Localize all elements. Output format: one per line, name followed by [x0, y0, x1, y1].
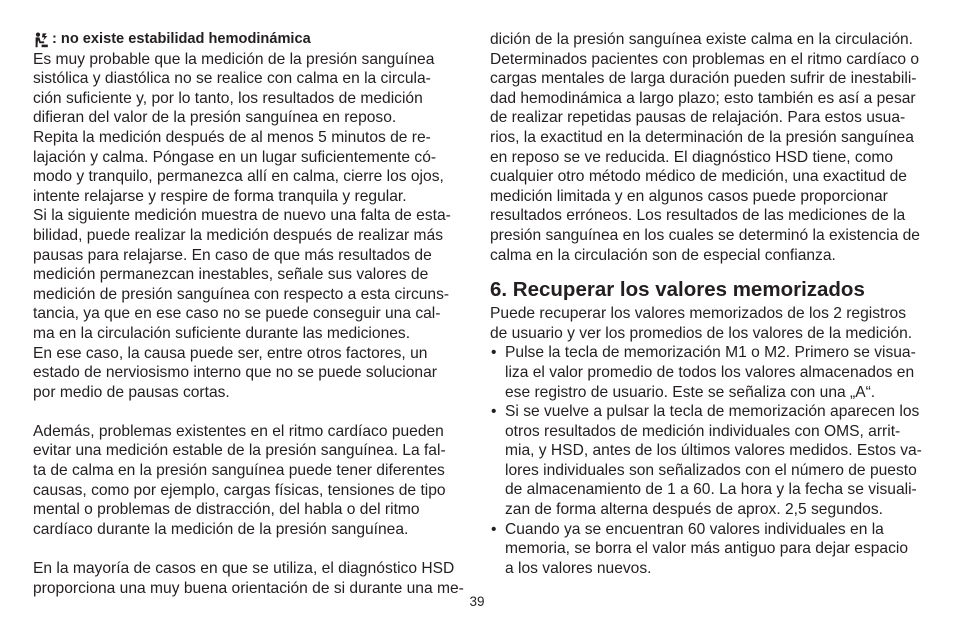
text-line: tancia, ya que en ese caso no se puede conseguir una cal-: [33, 305, 441, 323]
bullet-text-line: Si se vuelve a pulsar la tecla de memorización aparecen los: [505, 403, 920, 421]
bullet-text-line: de almacenamiento de 1 a 60. La hora y la fecha se visuali-: [505, 481, 917, 499]
bullet-mark: •: [491, 520, 497, 538]
bullet-text-line: otros resultados de medición individuales con OMS, arrit-: [505, 422, 901, 440]
bullet-text-line: zan de forma alterna después de aprox. 2,5 segundos.: [505, 501, 883, 519]
text-line: En la mayoría de casos en que se utiliza, el diagnóstico HSD: [33, 560, 455, 578]
text-line: modo y tranquilo, permanezca allí en calma, cierre los ojos,: [33, 168, 444, 186]
page-number: 39: [469, 594, 485, 609]
text-line: de usuario y ver los promedios de los valores de la medición.: [490, 324, 913, 342]
text-line: Además, problemas existentes en el ritmo cardíaco pueden: [33, 422, 444, 440]
hemodynamic-note-title: [33, 30, 469, 50]
text-line: estado de nerviosismo interno que no se puede solucionar: [33, 364, 437, 382]
bullet-text-line: a los valores nuevos.: [505, 559, 652, 577]
text-line: Es muy probable que la medición de la presión sanguínea: [33, 50, 435, 68]
text-line: ma en la circulación suficiente durante las mediciones.: [33, 324, 411, 342]
paragraph-gap: [33, 539, 469, 559]
text-line: En ese caso, la causa puede ser, entre otros factores, un: [33, 344, 428, 362]
bullet-text-line: mia, y HSD, antes de los últimos valores medidos. Estos va-: [505, 442, 922, 460]
text-line: en reposo se ve reducida. El diagnóstico HSD tiene, como: [490, 148, 894, 166]
section-heading: 6. Recuperar los valores memorizados: [490, 278, 865, 302]
text-line: cardíaco durante la medición de la presión sanguínea.: [33, 520, 409, 538]
text-line: evitar una medición estable de la presión sanguínea. La fal-: [33, 442, 446, 460]
paragraph-hsd-diagnosis: [33, 559, 469, 598]
text-line: bilidad, puede realizar la medición después de realizar más: [33, 226, 443, 244]
text-line: calma en la circulación son de especial confianza.: [490, 246, 836, 264]
text-line: presión sanguínea en los cuales se determinó la existencia de: [490, 226, 920, 244]
text-line: mental o problemas de distracción, del habla o del ritmo: [33, 501, 420, 519]
text-line: cualquier otro método médico de medición, una exactitud de: [490, 168, 907, 186]
text-line: Repita la medición después de al menos 5 minutos de re-: [33, 128, 431, 146]
text-line: rios, la exactitud en la determinación de la presión sanguínea: [490, 128, 914, 146]
bullet-text-line: Pulse la tecla de memorización M1 o M2. Primero se visua-: [505, 344, 916, 362]
bullet-mark: •: [491, 344, 497, 362]
text-line: medición permanezcan inestables, señale sus valores de: [33, 266, 429, 284]
text-line: medición limitada y en algunos casos puede proporcionar: [490, 187, 888, 205]
text-line: medición de presión sanguínea con respecto a esta circuns-: [33, 285, 450, 303]
bullet-item: [490, 520, 922, 579]
text-line: Puede recuperar los valores memorizados de los 2 registros: [490, 305, 907, 323]
text-line: sistólica y diastólica no se realice con calma en la circula-: [33, 70, 431, 88]
paragraph-stability: [33, 50, 469, 403]
paragraph-hsd-continued: [490, 30, 922, 265]
text-line: Si la siguiente medición muestra de nuevo una falta de esta-: [33, 207, 451, 225]
text-line: dad hemodinámica a largo plazo; esto también es así a pesar: [490, 89, 916, 107]
text-line: pausas para relajarse. En caso de que más resultados de: [33, 246, 432, 264]
bullet-text-line: liza el valor promedio de todos los valores almacenados en: [505, 363, 915, 381]
note-title-text: : no existe estabilidad hemodinámica: [52, 31, 311, 47]
text-line: difieran del valor de la presión sanguínea en reposo.: [33, 109, 397, 127]
text-line: resultados erróneos. Los resultados de las mediciones de la: [490, 207, 906, 225]
right-column: [490, 30, 922, 578]
bullet-text-line: lores individuales son señalizados con el número de puesto: [505, 461, 917, 479]
text-line: dición de la presión sanguínea existe calma en la circulación.: [490, 31, 914, 48]
bullet-list: [490, 343, 922, 578]
section-intro: [490, 304, 922, 343]
bullet-text-line: Cuando ya se encuentran 60 valores individuales en la: [505, 520, 884, 538]
text-line: ción suficiente y, por lo tanto, los resultados de medición: [33, 89, 423, 107]
text-line: ta de calma en la presión sanguínea puede tener diferentes: [33, 462, 445, 480]
text-line: intente relajarse y respire de forma tranquila y regular.: [33, 187, 407, 205]
text-line: causas, como por ejemplo, cargas físicas, tensiones de tipo: [33, 481, 446, 499]
bullet-text-line: ese registro de usuario. Este se señaliza con una „A“.: [505, 383, 876, 401]
paragraph-gap: [33, 402, 469, 422]
bullet-mark: •: [491, 403, 497, 421]
bullet-text-line: memoria, se borra el valor más antiguo para dejar espacio: [505, 540, 909, 558]
bullet-item: [490, 402, 922, 520]
person-unstable-icon: [33, 32, 49, 48]
text-line: por medio de pausas cortas.: [33, 383, 230, 401]
text-line: proporciona una muy buena orientación de si durante una me-: [33, 579, 464, 597]
paragraph-heart-rhythm: [33, 422, 469, 540]
text-line: cargas mentales de larga duración pueden sufrir de inestabili-: [490, 70, 917, 88]
text-line: Determinados pacientes con problemas en el ritmo cardíaco o: [490, 50, 920, 68]
text-line: lajación y calma. Póngase en un lugar suficientemente có-: [33, 148, 437, 166]
bullet-item: [490, 343, 922, 402]
left-column: [33, 30, 469, 598]
text-line: de realizar repetidas pausas de relajación. Para estos usua-: [490, 109, 906, 127]
